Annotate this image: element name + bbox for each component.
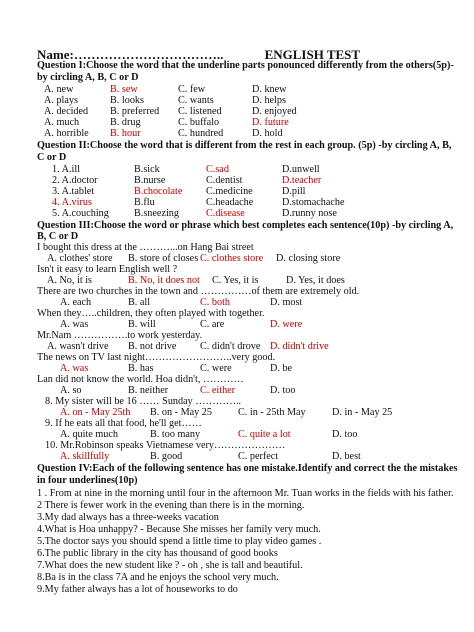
q4-title-line1: Question IV:Each of the following sentence has one mistake.Identify and correct the the mistakes xyxy=(37,463,458,474)
q1-row1-c[interactable]: C. few xyxy=(178,84,206,95)
q4-sentence-3: 3.My dad always has a three-weeks vacation xyxy=(37,512,219,523)
q2-row5-a[interactable]: 5. A.couching xyxy=(52,208,109,219)
q3-item10-a[interactable]: A. skillfully xyxy=(60,451,110,462)
q3-item9-d[interactable]: D. too xyxy=(332,429,358,440)
q1-title-line1: Question I:Choose the word that the underline parts ponounced differently from the others(5p)- xyxy=(37,60,454,71)
q3-item7-a[interactable]: A. so xyxy=(60,385,82,396)
q3-item6-stem: The news on TV last night……………………..very good. xyxy=(37,352,276,363)
q3-item8-stem: 8. My sister will be 16 …… Sunday ………….. xyxy=(45,396,242,407)
q3-item8-b[interactable]: B. on - May 25 xyxy=(150,407,212,418)
q3-item4-b[interactable]: B. will xyxy=(128,319,156,330)
q3-item7-c[interactable]: C. either xyxy=(200,385,236,396)
q2-row5-c[interactable]: C.disease xyxy=(206,208,245,219)
q2-row2-a[interactable]: 2. A.doctor xyxy=(52,175,98,186)
q2-row1-c[interactable]: C.sad xyxy=(206,164,229,175)
q3-item3-d[interactable]: D. most xyxy=(270,297,303,308)
q2-row1-b[interactable]: B.sick xyxy=(134,164,160,175)
q2-row2-d[interactable]: D.teacher xyxy=(282,175,322,186)
q2-row1-a[interactable]: 1. A.ill xyxy=(52,164,81,175)
q3-item4-c[interactable]: C. are xyxy=(200,319,225,330)
q3-item8-a[interactable]: A. on - May 25th xyxy=(60,407,131,418)
q2-row4-a[interactable]: 4. A.virus xyxy=(52,197,92,208)
q1-row4-b[interactable]: B. drug xyxy=(110,117,141,128)
q1-row2-c[interactable]: C. wants xyxy=(178,95,214,106)
q3-item6-a[interactable]: A. was xyxy=(60,363,89,374)
q3-item10-stem: 10. Mr.Robinson speaks Vietnamese very………………… xyxy=(45,440,286,451)
q1-row5-b[interactable]: B. hour xyxy=(110,128,141,139)
q4-sentence-6: 6.The public library in the city has thousand of good books xyxy=(37,548,278,559)
q3-item2-a[interactable]: A. No, it is xyxy=(47,275,92,286)
q3-item5-d[interactable]: D. didn't drive xyxy=(270,341,329,352)
q1-row4-d[interactable]: D. future xyxy=(252,117,289,128)
q1-row1-d[interactable]: D. knew xyxy=(252,84,287,95)
q3-item7-stem: Lan did not know the world. Hoa didn't, ………… xyxy=(37,374,244,385)
q3-item2-d[interactable]: D. Yes, it does xyxy=(286,275,345,286)
q3-item4-a[interactable]: A. was xyxy=(60,319,89,330)
q3-item4-d[interactable]: D. were xyxy=(270,319,303,330)
q1-row3-c[interactable]: C. listened xyxy=(178,106,222,117)
q3-item1-c[interactable]: C. clothes store xyxy=(200,253,264,264)
q3-item7-b[interactable]: B. neither xyxy=(128,385,169,396)
q3-title-line1: Question III:Choose the word or phrase which best completes each sentence(10p) -by circling A, xyxy=(37,220,454,231)
q3-item10-b[interactable]: B. good xyxy=(150,451,183,462)
q3-item10-c[interactable]: C. perfect xyxy=(238,451,279,462)
q1-row3-d[interactable]: D. enjoyed xyxy=(252,106,297,117)
q3-item8-d[interactable]: D. in - May 25 xyxy=(332,407,393,418)
q3-item2-stem: Isn't it easy to learn English well ? xyxy=(37,264,178,275)
q4-sentence-9: 9.My father always has a lot of houseworks to do xyxy=(37,584,238,595)
q1-row5-d[interactable]: D. hold xyxy=(252,128,283,139)
q4-sentence-1: 1 . From at nine in the morning until four in the afternoon Mr. Tuan works in the fields with his father. xyxy=(37,488,454,499)
q2-row5-b[interactable]: B.sneezing xyxy=(134,208,179,219)
q1-row1-b[interactable]: B. sew xyxy=(110,84,138,95)
q1-row2-d[interactable]: D. helps xyxy=(252,95,286,106)
q3-item1-b[interactable]: B. store of closes xyxy=(128,253,199,264)
q3-item6-b[interactable]: B. has xyxy=(128,363,154,374)
q2-row4-b[interactable]: B.flu xyxy=(134,197,155,208)
q1-row3-b[interactable]: B. preferred xyxy=(110,106,160,117)
q1-row5-a[interactable]: A. horrible xyxy=(44,128,89,139)
q2-title-line1: Question II:Choose the word that is different from the rest in each group. (5p) -by circling A, B, xyxy=(37,140,452,151)
q2-row2-c[interactable]: C.dentist xyxy=(206,175,243,186)
q3-item8-c[interactable]: C. in - 25th May xyxy=(238,407,306,418)
q4-sentence-8: 8.Ba is in the class 7A and he enjoys the school very much. xyxy=(37,572,279,583)
q3-item1-d[interactable]: D. closing store xyxy=(276,253,341,264)
q3-item1-a[interactable]: A. clothes' store xyxy=(47,253,113,264)
q3-item3-b[interactable]: B. all xyxy=(128,297,151,308)
q2-row3-a[interactable]: 3. A.tablet xyxy=(52,186,95,197)
q1-row5-c[interactable]: C. hundred xyxy=(178,128,224,139)
q2-row5-d[interactable]: D.runny nose xyxy=(282,208,337,219)
q1-row3-a[interactable]: A. decided xyxy=(44,106,89,117)
q3-item3-stem: There are two churches in the town and ……………of them are extremely old. xyxy=(37,286,360,297)
q3-item7-d[interactable]: D. too xyxy=(270,385,296,396)
q3-item9-b[interactable]: B. too many xyxy=(150,429,201,440)
q3-item9-c[interactable]: C. quite a lot xyxy=(238,429,291,440)
q1-title-line2: by circling A, B, C or D xyxy=(37,72,139,83)
q3-item2-b[interactable]: B. No, it does not xyxy=(128,275,200,286)
q4-sentence-5: 5.The doctor says you should spend a little time to play video games . xyxy=(37,536,322,547)
q2-row3-b[interactable]: B.chocolate xyxy=(134,186,183,197)
q2-row2-b[interactable]: B.nurse xyxy=(134,175,166,186)
q2-row4-d[interactable]: D.stomachache xyxy=(282,197,345,208)
q3-item5-c[interactable]: C. didn't drove xyxy=(200,341,261,352)
q4-sentence-2: 2 There is fewer work in the evening than there is in the morning. xyxy=(37,500,305,511)
test-title: ENGLISH TEST xyxy=(264,48,361,62)
q3-item4-stem: When they…..children, they often played with together. xyxy=(37,308,265,319)
q1-row4-a[interactable]: A. much xyxy=(44,117,80,128)
q1-row2-a[interactable]: A. plays xyxy=(44,95,78,106)
q4-title-line2: in four underlines(10p) xyxy=(37,475,138,486)
q1-row1-a[interactable]: A. new xyxy=(44,84,74,95)
q2-row1-d[interactable]: D.unwell xyxy=(282,164,320,175)
q3-item9-stem: 9. If he eats all that food, he'll get…… xyxy=(45,418,202,429)
q3-item5-b[interactable]: B. not drive xyxy=(128,341,177,352)
q2-title-line2: C or D xyxy=(37,152,67,163)
q1-row2-b[interactable]: B. looks xyxy=(110,95,144,106)
q2-row3-c[interactable]: C.medicine xyxy=(206,186,253,197)
q3-item5-stem: Mr.Nam …………….to work yesterday. xyxy=(37,330,203,341)
q3-item5-a[interactable]: A. wasn't drive xyxy=(47,341,109,352)
name-field-label: Name:…………………………….. xyxy=(37,48,224,62)
q3-item9-a[interactable]: A. quite much xyxy=(60,429,119,440)
q3-item6-d[interactable]: D. be xyxy=(270,363,293,374)
q3-item10-d[interactable]: D. best xyxy=(332,451,361,462)
q3-item1-stem: I bought this dress at the ………...on Hang Bai street xyxy=(37,242,254,253)
q3-item6-c[interactable]: C. were xyxy=(200,363,232,374)
q2-row3-d[interactable]: D.pill xyxy=(282,186,306,197)
q3-item3-a[interactable]: A. each xyxy=(60,297,92,308)
q4-sentence-4: 4.What is Hoa unhappy? - Because She misses her family very much. xyxy=(37,524,321,535)
q3-item2-c[interactable]: C. Yes, it is xyxy=(212,275,259,286)
q4-sentence-7: 7.What does the new student like ? - oh , she is tall and beautiful. xyxy=(37,560,303,571)
q3-title-line2: B, C or D xyxy=(37,231,79,242)
q1-row4-c[interactable]: C. buffalo xyxy=(178,117,220,128)
q3-item3-c[interactable]: C. both xyxy=(200,297,231,308)
q2-row4-c[interactable]: C.headache xyxy=(206,197,254,208)
